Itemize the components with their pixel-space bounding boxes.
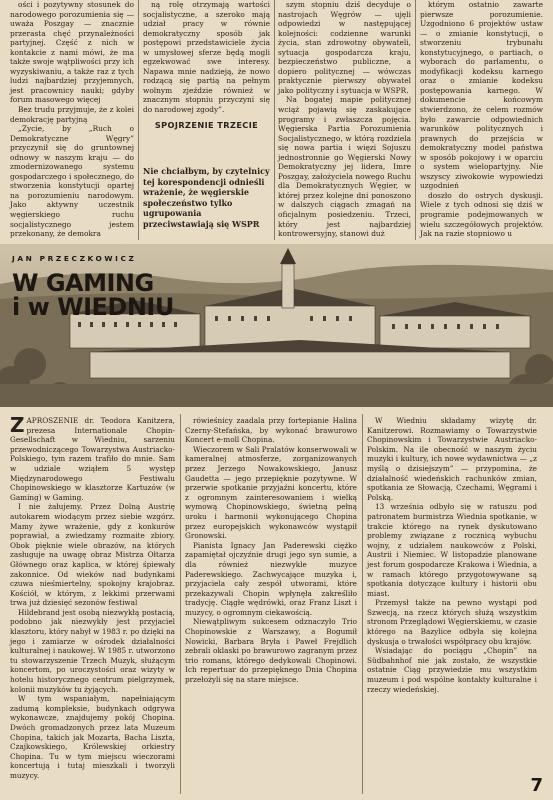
paragraph: Wsiadając do pociągu „Chopin” na Südbahnhof nie jak zostało, że wszystkie ostatnie Ciąg przywiedzie mu wszystkim muzeum i pod wspólne kontakty kulturalne i rzeczy wiedeńskiej. (367, 646, 537, 694)
paragraph: rówieśnicy zaadala przy fortepianie Halina Czerny-Stefańska, by wykonać brawurowo Koncert e-moll Chopina. (185, 416, 357, 445)
article-title (12, 254, 174, 319)
paragraph: Na bogatej mapie politycznej wciąż pojawią się zaskakujące programy i zwłaszcza pojęcia. Węgierska Partia Porozumienia Socjalistycznego, w którą rozdziela się nowa partia i więzi Sojuszu jednostronnie go Węgierski Nowy Demokratyczny jej lidera, Imre Poszgay, założyciela nowego Ruchu dla Demokratycznych Węgier, w której przez kolejne dni ponoszono w dalszych ciągach zmagań na oficjalnym posiedzeniu. Trzeci, który jest najbardziej kontrowersyjny, stanowi duż (278, 95, 411, 239)
column-divider (415, 0, 416, 240)
drop-cap: Z (10, 413, 25, 437)
paragraph-text: APROSZENIE dr. Teodora Kanitzera, prezesa Internationale Chopin-Gesellschaft w Wiedniu, sarzeniu przewodniczącego Towarzystwa Austriacko-Polskiego, tym razem trafiło do mnie. Sam w udziale wziąłem 5 występ Międzynarodowego Festiwalu Chopinowskiego w klasztorze Kartuzów (w Gaming) w Gaming. (10, 416, 175, 502)
page-number: 7 (530, 775, 543, 796)
paragraph: ną rolę otrzymają wartości socjalistyczne, a szeroko mają udział pracy w równie demokratyczny sposób jak postępowi przedstawiciele życia w umysłowej sferze będą mogli egzekwować swe interesy. Napawa mnie nadzieją, że nowo rodzącą się partią na pełnym wolnym zjeździe również w znacznym stopniu przyczyni się do narodowej zgody”. (143, 0, 270, 115)
paragraph: Niewątpliwym sukcesem odznaczyło Trio Chopinowskie z Warszawy, a Bogumił Nowicki, Barbara Bryła i Paweł Frejdlich zebrali oklaski po brawurowo zagranym przez trio romans, którego dedykowali Chopinowi. Ich repertuar do przepięknego Dnia Chopina przełożyli się na stare miejsce. (185, 617, 357, 685)
top-column-2 (143, 0, 270, 115)
top-column-3 (278, 0, 411, 239)
bottom-column-2 (185, 416, 357, 685)
paragraph: Pianista Ignacy Jan Paderewski ciężko zapamiętał ojczyźnie drugi jego syn sumie, a dla również niezwykle muzyce Paderewskiego. Zachwycające muzyka i, przyjaciela cały zespół utworami, które przekazywali Chopin wpłynęła zakreśliło tradycję. Ciągłe wędrówki, oraz Franz Liszt i muzycy, o ogromnym ciekawością. (185, 540, 357, 617)
paragraph: Wieczorem w Sali Pralatów konserwowali w kameralnej atmosferze, zorganizowanych przez Jerzego Nowakowskiego, Janusz Gaudetta — jego przepięknie pozytywne. W przerwie spotkanie przyjaźni koncertu, które z ogromnym zainteresowaniem i wielką wymową Chopinowskiego, świetną pełną uroku i harmonii wykonującego Chopina przez europejskich wykonawców wystąpił Gronowski. (185, 444, 357, 541)
paragraph: „Zycie, by „Ruch o Demokratyczne Węgry” przyczynił się do gruntownej odnowy w naszym kraju — do zmodernizowanego systemu gospodarczego i społecznego, do stworzenia konstytucji opartej na porozumieniu narodowym. Jako aktywny uczestnik węgierskiego ruchu socjalistycznego jestem przekonany, że demokra (10, 124, 134, 239)
top-column-4 (420, 0, 543, 239)
paragraph: którym ostatnio zawarte pierwsze porozumienie. Uzgodniono 6 projektów ustaw — o zmianie konstytucji, o stworzeniu trybunału konstytucyjnego, o partiach, o wyborach do parlamentu, o modyfikacji kodeksu karnego oraz o zmianie kodeksu postępowania karnego. W dokumencie końcowym stwierdzono, że celem rozmów było zawarcie odpowiednich warunków politycznych i prawnych do przejścia w demokratyczny model państwa w sposób pokojowy i w oparciu o system wielopartyjny. Nie wszyscy ziwokowie wypowiedzi uzgodnień (420, 0, 543, 191)
bottom-column-3 (367, 416, 537, 694)
paragraph: W Wiedniu składamy wizytę dr. Kanitzerowi. Rozmawiamy o Towarzystwie Chopinowskim i Towarzystwie Austriacko-Polskim. Na ile obecność w naszym życiu muzyki i kultury, ich nowe wydawnictwa — „z myślą o dzisiejszym” — przypomina, że działalność wiedeńskich rachunków zmian, spotkania ze Słowacją, Czechami, Węgrami i Polską. (367, 416, 537, 502)
bottom-column-1 (10, 413, 175, 781)
paragraph: Przemysł także na pewno wystąpi pod Szwecją, na rzecz których służą wszystkim stronom Przeglądowi Węgierskiemu, w czasie którego na Bazylice odbyła się kolejna dyskusja o trwałości współpracy obu krajów. (367, 598, 537, 646)
column-divider (274, 0, 275, 240)
column-divider (180, 414, 181, 794)
column-divider (362, 414, 363, 794)
lede-paragraph: Nie chciałbym, by czytelnicy tej korespondencji odnieśli wrażenie, że węgierskie społeczeństwo tylko ugrupowania przeciwstawiają się WSPR (143, 166, 270, 229)
paragraph: I nie żałujemy. Przez Dolną Austrię autokarem wiodącym przez siebie wzgórz. Mamy żywe wrażenie, gdy z konkurów poprawiał, a zwiedzamy rozmaite zbiory. Obok pięknie wiele obrazów, na których zasługuje na uwagę obraz Mistrza Ołtarza Głównego oraz kaplica, w której śpiewały zakonnice. Od wieków nad budynkami czuwa nieśmiertelny, spokojny krajobraz. Kościół, w którym, z lekkimi przerwami trwa już dziesięć sezonów festiwal (10, 502, 175, 608)
paragraph: doszło do ostrych dyskusji. Wiele z tych odnosi się dziś w programie podejmowanych w wielu szczegółowych projektów. Jak na razie stopniowo u (420, 190, 543, 239)
section-heading-text: SPOJRZENIE TRZECIE (154, 120, 259, 130)
title-line-2: i w WIEDNIU (12, 293, 174, 321)
section-heading (143, 121, 270, 131)
paragraph: W tym wspaniałym, napełniającym zadumą kompleksie, budynkach odgrywa wykonawcze, znajdujemy pokój Chopina. Dwóch gromadzonych przez lata Muzeum Chopina, takich jak Mozarta, Bacha Liszta, Czajkowskiego, Królewskiej orkiestry Chopina. Tu w tym miejscu wieczorami koncertują i tutaj mieszkali i tworzyli muzycy. (10, 694, 175, 780)
paragraph: Hildebrand jest osobą niezwykłą postacią, podobno jak niezwykły jest przyjaciel klasztoru, który nabył w 1983 r. po dzięki na jego i zamiarze w ośrodek działalności kulturalnej i naukowej. W 1985 r. utworzono tu stowarzyszenie Trzech Muzyk, służącym koncertom, po uroczystości oraz wizyty w hotelu historycznego centrum pielgrzymek, kolonii muzyków tu żyjących. (10, 607, 175, 694)
paragraph (10, 413, 175, 502)
paragraph: szym stopniu dziś decyduje o nastrojach Węgrów — ujęli odpowiedzi w następującej kolejności: codzienne warunki życia, stan zdrowotny obywateli, sytuacja gospodarcza kraju, bezpieczeństwo publiczne, a dopiero politycznej — wówczas praktycznie pierwszy obywatel jako polityczny i sytuacja w WSPR. (278, 0, 411, 95)
column-divider (138, 0, 139, 240)
paragraph: Bez trudu przyjmuje, że z kolei demokrację partyjną (10, 105, 134, 124)
top-column-1 (10, 0, 134, 239)
title-line-1: W GAMING (12, 269, 154, 297)
paragraph: 13 września odbyło się w ratuszu pod patronatem burmistrza Wiednia spotkanie, w trakcie którego na rynek dyskutowano problemy związane z rocznicą wybuchu wojny, z udziałem naukowców z Polski, Austrii i Niemiec. W listopadzie planowane jest forum gospodarcze Krakowa i Wiednia, a w ramach którego przygotowywane są spotkania dotyczące kultury i historii obu miast. (367, 502, 537, 598)
paragraph: ości i pozytywny stosunek do narodowego porozumienia się — uważa Poszgay — znacznie przerasta chęć przynależności partyjnej. Część z nich w kontakcie z nami mówi, że ma także swoje wątpliwości przy ich wyzyskiwaniu, a także raz z tych ludzi najbardziej przyjemnych, jest pracownicy nauki; gdyby forum masowego więcej (10, 0, 134, 105)
author-byline: JAN PRZECZKOWICZ (12, 254, 137, 263)
